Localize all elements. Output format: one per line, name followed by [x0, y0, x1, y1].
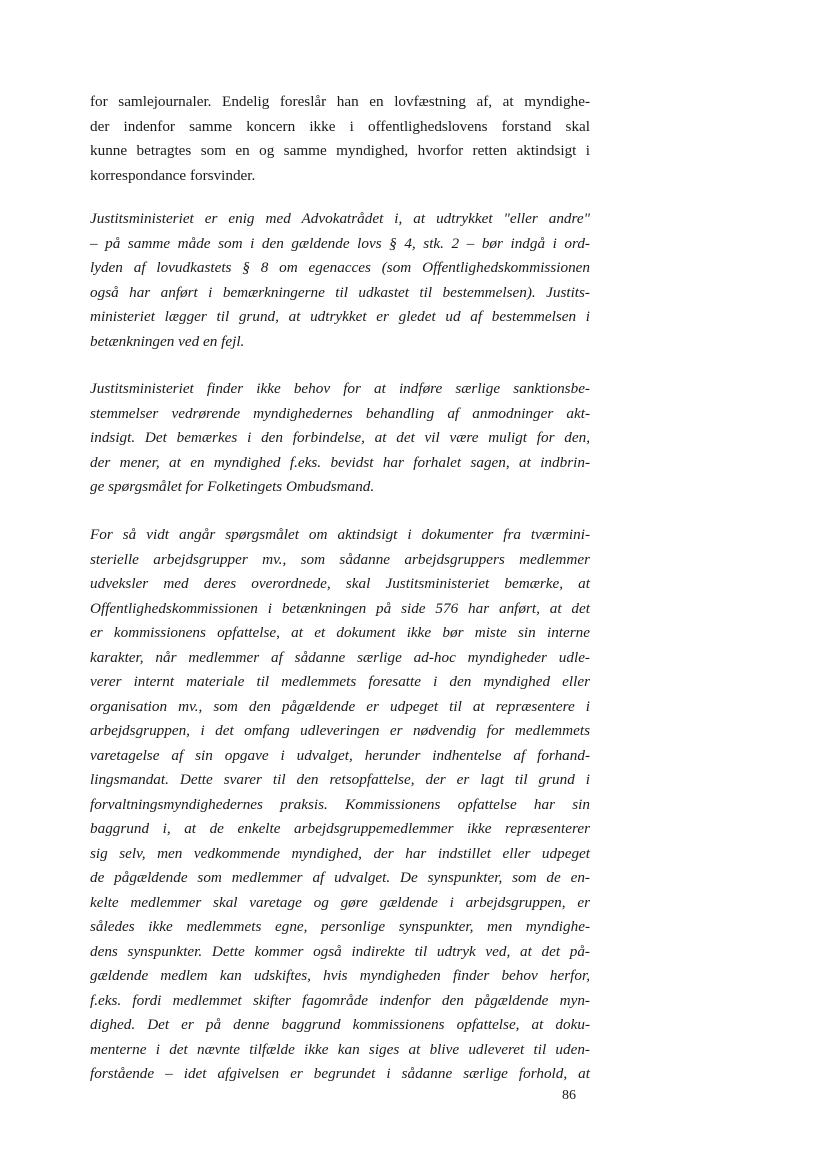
- paragraph-3: [90, 377, 590, 500]
- text-line: dighed. Det er på denne baggrund kommissionens opfattelse, at doku-: [90, 1016, 590, 1033]
- paragraph-1: [90, 90, 590, 188]
- text-line: stemmelser vedrørende myndighedernes behandling af anmodninger akt-: [90, 404, 590, 422]
- paragraph-2: [90, 207, 590, 354]
- text-line: Justitsministeriet er enig med Advokatrådet i, at udtrykket "eller andre": [90, 210, 590, 227]
- page-number: 86: [562, 1088, 576, 1103]
- text-line: dens synspunkter. Dette kommer også indirekte til udtryk ved, at det på-: [90, 942, 590, 960]
- text-line: – på samme måde som i den gældende lovs § 4, stk. 2 – bør indgå i ord-: [90, 234, 590, 252]
- text-line: for samlejournaler. Endelig foreslår han en lovfæstning af, at myndighe-: [90, 93, 590, 110]
- text-line: således ikke medlemmets egne, personlige synspunkter, men myndighe-: [90, 918, 590, 935]
- text-line: der mener, at en myndighed f.eks. bevidst har forhalet sagen, at indbrin-: [90, 453, 590, 471]
- text-line: der indenfor samme koncern ikke i offentlighedslovens forstand skal: [90, 117, 590, 135]
- text-line: verer internt materiale til medlemmets foresatte i den myndighed eller: [90, 673, 590, 690]
- text-line: varetagelse af sin opgave i udvalget, herunder indhentelse af forhand-: [90, 746, 590, 764]
- text-line: indsigt. Det bemærkes i den forbindelse, at det vil være muligt for den,: [90, 429, 590, 446]
- text-line: betænkningen ved en fejl.: [90, 332, 245, 350]
- paragraph-4: [90, 523, 590, 1087]
- text-line: ge spørgsmålet for Folketingets Ombudsmand.: [90, 478, 375, 495]
- text-line: korrespondance forsvinder.: [90, 166, 256, 184]
- text-line: karakter, når medlemmer af sådanne særlige ad-hoc myndigheder udle-: [90, 648, 590, 666]
- text-line: lyden af lovudkastets § 8 om egenacces (som Offentlighedskommissionen: [90, 259, 590, 276]
- text-line: gældende medlem kan udskiftes, hvis myndigheden finder behov herfor,: [90, 967, 590, 984]
- text-line: For så vidt angår spørgsmålet om aktindsigt i dokumenter fra tværmini-: [90, 526, 590, 543]
- text-line: Offentlighedskommissionen i betænkningen på side 576 har anført, at det: [90, 599, 590, 617]
- text-line: de pågældende som medlemmer af udvalget. De synspunkter, som de en-: [90, 869, 590, 886]
- text-line: sterielle arbejdsgrupper mv., som sådanne arbejdsgruppers medlemmer: [90, 550, 590, 568]
- text-line: forstående – idet afgivelsen er begrundet i sådanne særlige forhold, at: [90, 1065, 590, 1082]
- text-line: kunne betragtes som en og samme myndighed, hvorfor retten aktindsigt i: [90, 142, 590, 159]
- text-line: kelte medlemmer skal varetage og gøre gældende i arbejdsgruppen, er: [90, 893, 590, 911]
- text-line: sig selv, men vedkommende myndighed, der har indstillet eller udpeget: [90, 844, 590, 862]
- text-line: ministeriet lægger til grund, at udtrykket er gledet ud af bestemmelsen i: [90, 308, 590, 325]
- text-line: arbejdsgruppen, i det omfang udleveringen er nødvendig for medlemmets: [90, 722, 590, 739]
- text-line: udveksler med deres overordnede, skal Justitsministeriet bemærke, at: [90, 575, 590, 592]
- text-line: er kommissionens opfattelse, at et dokument ikke bør miste sin interne: [90, 624, 590, 641]
- text-line: organisation mv., som den pågældende er udpeget til at repræsentere i: [90, 697, 590, 715]
- text-line: baggrund i, at de enkelte arbejdsgruppemedlemmer ikke repræsenterer: [90, 820, 590, 837]
- text-line: menterne i det nævnte tilfælde ikke kan siges at blive udleveret til uden-: [90, 1040, 590, 1058]
- text-line: lingsmandat. Dette svarer til den retsopfattelse, der er lagt til grund i: [90, 771, 590, 788]
- text-line: Justitsministeriet finder ikke behov for at indføre særlige sanktionsbe-: [90, 380, 590, 397]
- text-line: forvaltningsmyndighedernes praksis. Kommissionens opfattelse har sin: [90, 795, 590, 813]
- text-line: f.eks. fordi medlemmet skifter fagområde indenfor den pågældende myn-: [90, 991, 590, 1009]
- text-line: også har anført i bemærkningerne til udkastet til bestemmelsen). Justits-: [90, 283, 590, 301]
